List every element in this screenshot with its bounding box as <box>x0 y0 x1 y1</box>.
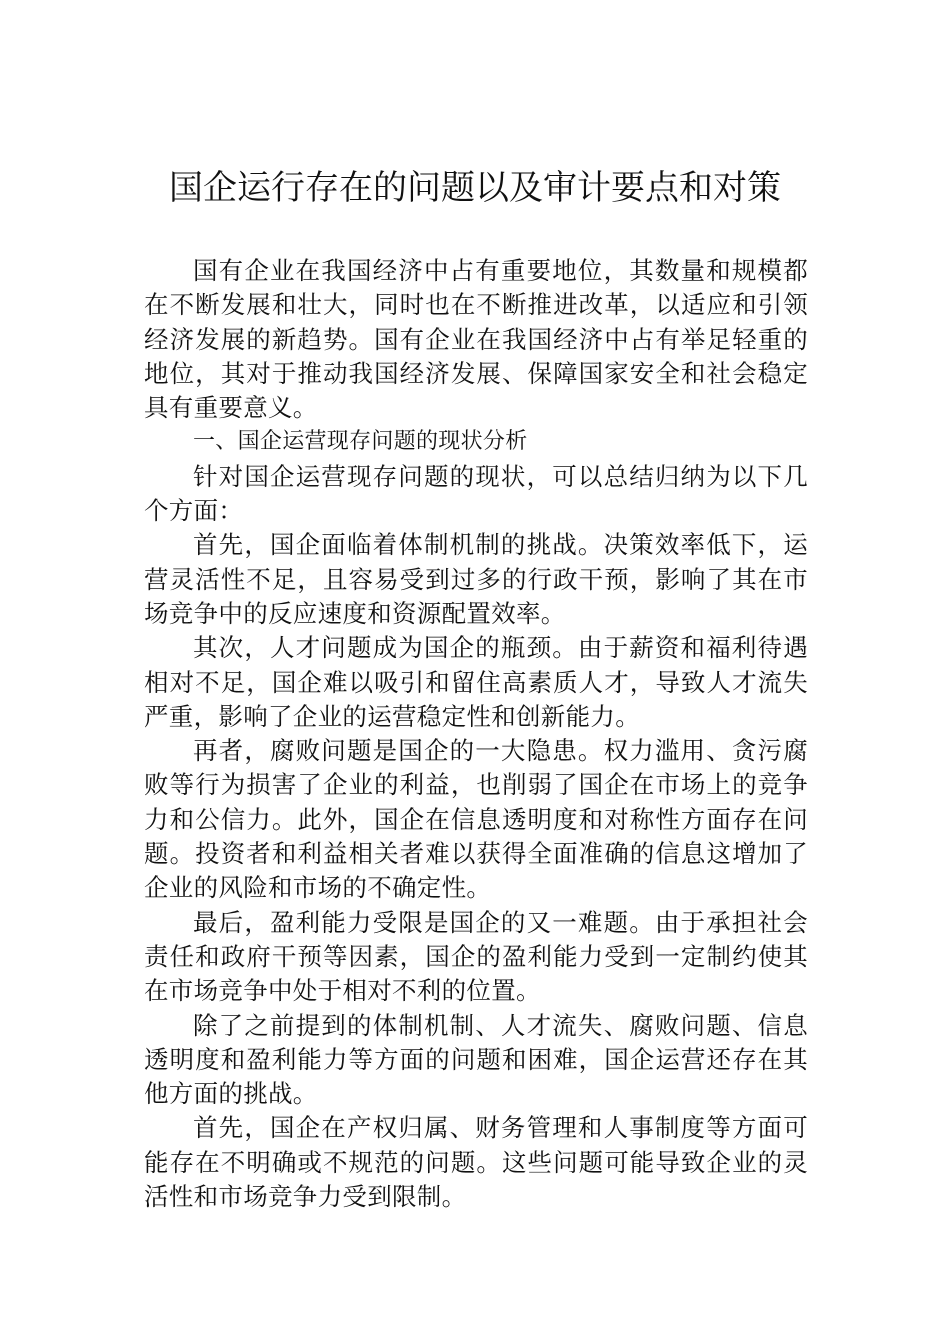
paragraph-last: 最后，盈利能力受限是国企的又一难题。由于承担社会责任和政府干预等因素，国企的盈利能力受到一定制约使其在市场竞争中处于相对不利的位置。 <box>144 907 808 1006</box>
paragraph-third: 再者，腐败问题是国企的一大隐患。权力滥用、贪污腐败等行为损害了企业的利益，也削弱了国企在市场上的竞争力和公信力。此外，国企在信息透明度和对称性方面存在问题。投资者和利益相关者难以获得全面准确的信息这增加了企业的风险和市场的不确定性。 <box>144 736 808 903</box>
paragraph-summary: 针对国企运营现存问题的现状，可以总结归纳为以下几个方面： <box>144 461 808 526</box>
document-title: 国企运行存在的问题以及审计要点和对策 <box>169 168 781 208</box>
paragraph-other-challenges: 除了之前提到的体制机制、人才流失、腐败问题、信息透明度和盈利能力等方面的问题和困难，国企运营还存在其他方面的挑战。 <box>144 1010 808 1109</box>
paragraph-first: 首先，国企面临着体制机制的挑战。决策效率低下，运营灵活性不足，且容易受到过多的行政干预，影响了其在市场竞争中的反应速度和资源配置效率。 <box>144 530 808 628</box>
section-heading: 一、国企运营现存问题的现状分析 <box>193 429 528 455</box>
paragraph-second: 其次，人才问题成为国企的瓶颈。由于薪资和福利待遇相对不足，国企难以吸引和留住高素质人才，导致人才流失严重，影响了企业的运营稳定性和创新能力。 <box>144 633 808 731</box>
document-body <box>144 254 808 1214</box>
paragraph-intro: 国有企业在我国经济中占有重要地位，其数量和规模都在不断发展和壮大，同时也在不断推进改革，以适应和引领经济发展的新趋势。国有企业在我国经济中占有举足轻重的地位，其对于推动我国经济发展、保障国家安全和社会稳定具有重要意义。 <box>144 256 808 423</box>
paragraph-property-rights: 首先，国企在产权归属、财务管理和人事制度等方面可能存在不明确或不规范的问题。这些问题可能导致企业的灵活性和市场竞争力受到限制。 <box>144 1113 808 1212</box>
